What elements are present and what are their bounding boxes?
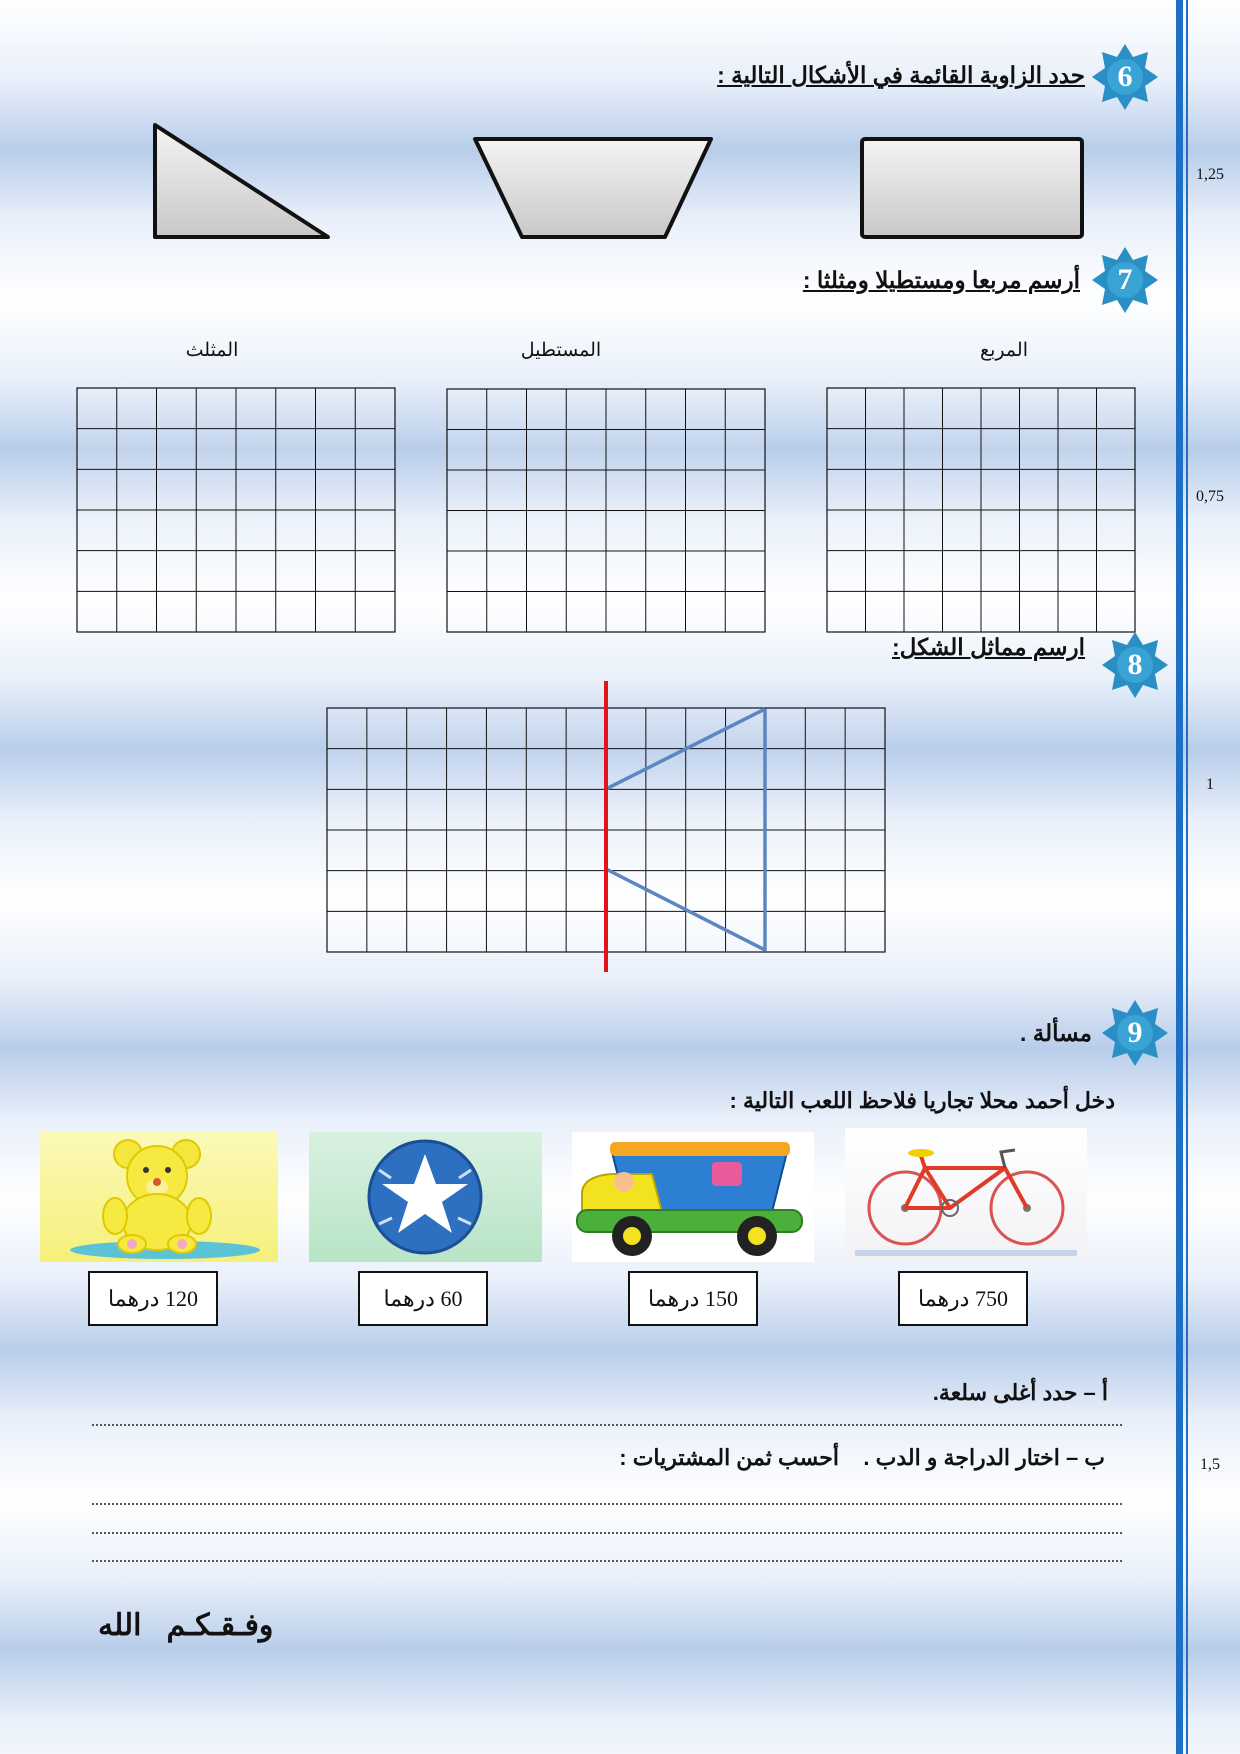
price-truck: 150 درهما xyxy=(628,1271,758,1326)
toy-truck-icon xyxy=(572,1132,814,1262)
shape-rectangle xyxy=(862,139,1082,237)
score-q7: 0,75 xyxy=(1196,488,1224,505)
price-ball: 60 درهما xyxy=(358,1271,488,1326)
score-q9: 1,5 xyxy=(1200,1456,1220,1473)
score-q8: 1 xyxy=(1206,776,1214,793)
toy-bear xyxy=(40,1132,278,1262)
q6-title: حدد الزاوية القائمة في الأشكال التالية : xyxy=(717,62,1085,88)
q9-part-a: أ – حدد أغلى سلعة. xyxy=(932,1380,1108,1405)
grid-rectangle[interactable] xyxy=(446,388,766,638)
symmetry-grid[interactable] xyxy=(326,680,886,980)
label-rectangle: المستطيل xyxy=(520,340,602,361)
shape-right-triangle xyxy=(155,125,328,237)
q7-title: أرسم مربعا ومستطيلا ومثلثا : xyxy=(802,267,1080,293)
answer-line-b1[interactable] xyxy=(92,1503,1122,1505)
label-triangle: المثلث xyxy=(185,340,239,361)
q6-shapes xyxy=(150,115,1100,245)
grid-triangle[interactable] xyxy=(76,387,396,638)
q9-part-b: ب – اختار الدراجة و الدب . أحسب ثمن المشتريات : xyxy=(619,1445,1105,1470)
closing-note: وفـقـكـم الله xyxy=(98,1609,274,1642)
answer-line-b2[interactable] xyxy=(92,1532,1122,1534)
page-border-thick xyxy=(1176,0,1183,1754)
label-square: المربع xyxy=(980,340,1028,361)
q9-title: مسألة . xyxy=(1020,1020,1092,1046)
symmetry-figure xyxy=(326,680,886,980)
bicycle-icon xyxy=(845,1128,1087,1262)
price-bear: 120 درهما xyxy=(88,1271,218,1326)
toy-bicycle xyxy=(845,1128,1087,1262)
question-badge-6: 6 xyxy=(1090,42,1160,112)
star-ball-icon xyxy=(309,1132,542,1262)
question-badge-7: 7 xyxy=(1090,245,1160,315)
q9-intro: دخل أحمد محلا تجاريا فلاحظ اللعب التالية : xyxy=(729,1088,1115,1113)
q8-title: ارسم مماثل الشكل: xyxy=(892,634,1085,660)
toy-truck xyxy=(572,1132,814,1262)
answer-line-b3[interactable] xyxy=(92,1560,1122,1562)
half-figure xyxy=(606,709,765,950)
grid-square[interactable] xyxy=(826,387,1136,638)
teddy-bear-icon xyxy=(40,1132,278,1262)
price-bicycle: 750 درهما xyxy=(898,1271,1028,1326)
question-badge-9: 9 xyxy=(1100,998,1170,1068)
page-border-thin xyxy=(1186,0,1188,1754)
toy-ball xyxy=(309,1132,542,1262)
answer-line-a[interactable] xyxy=(92,1424,1122,1426)
score-q6: 1,25 xyxy=(1196,166,1224,183)
shape-trapezoid xyxy=(475,139,711,237)
question-badge-8: 8 xyxy=(1100,630,1170,700)
